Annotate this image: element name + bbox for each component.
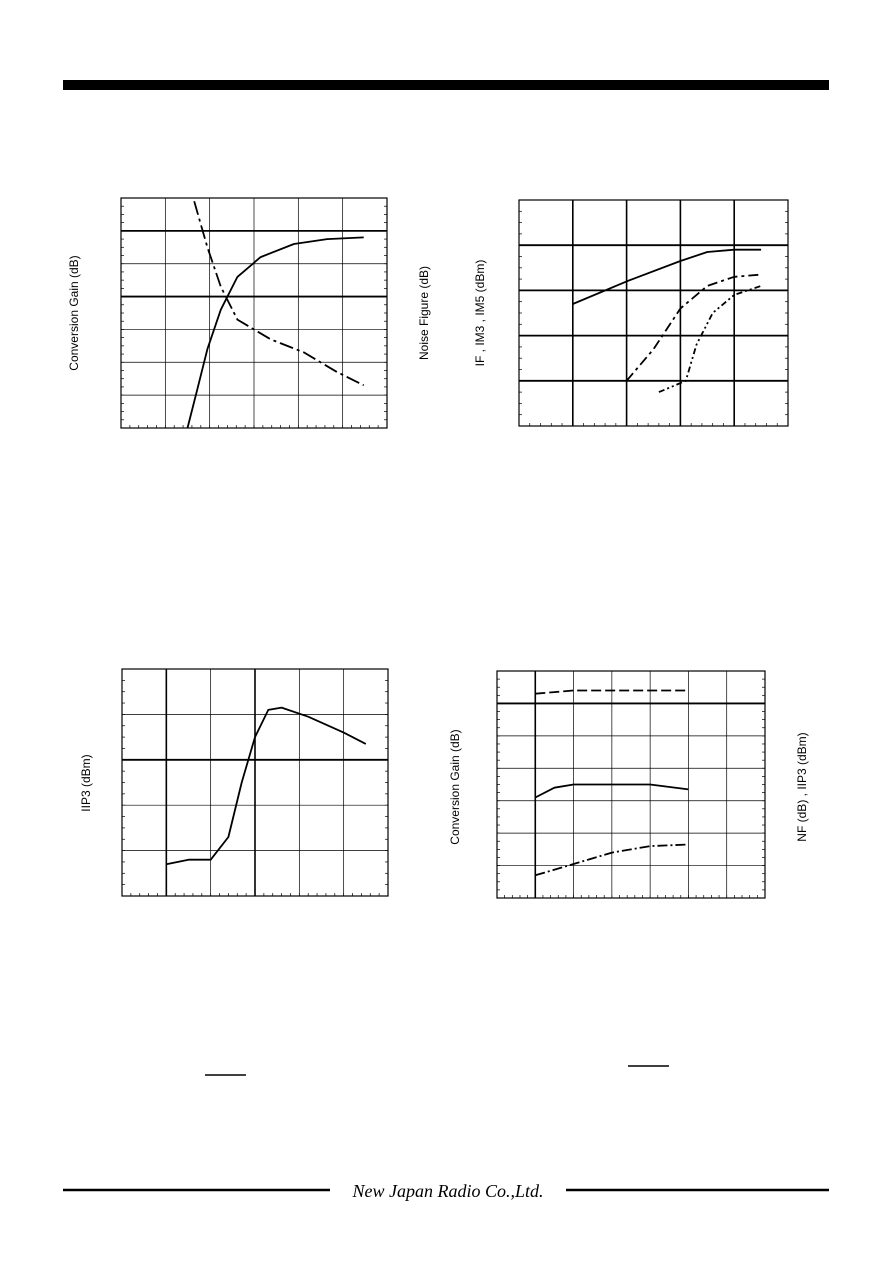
y2-axis-label: NF (dB) , IIP3 (dBm) [795,732,809,842]
chart-gain-nf-iip3 [448,671,809,898]
series-line-1 [188,237,364,428]
plot-frame [519,200,788,426]
series-line-3 [659,286,761,392]
chart-conversion-gain-noise-figure [67,198,431,428]
y-axis-label: Conversion Gain (dB) [448,729,462,845]
chart-iip3 [79,669,388,896]
header-bar [63,80,829,90]
footer-company-logo: New Japan Radio Co.,Ltd. [352,1181,544,1201]
series-line-1 [166,708,365,865]
y-axis-label: Conversion Gain (dB) [67,255,81,371]
y-axis-label: IF , IM3 , IM5 (dBm) [473,259,487,367]
y-axis-label: IIP3 (dBm) [79,754,93,812]
y2-axis-label: Noise Figure (dB) [417,265,431,361]
chart-if-im3-im5 [473,200,788,426]
series-line-2 [194,201,364,385]
